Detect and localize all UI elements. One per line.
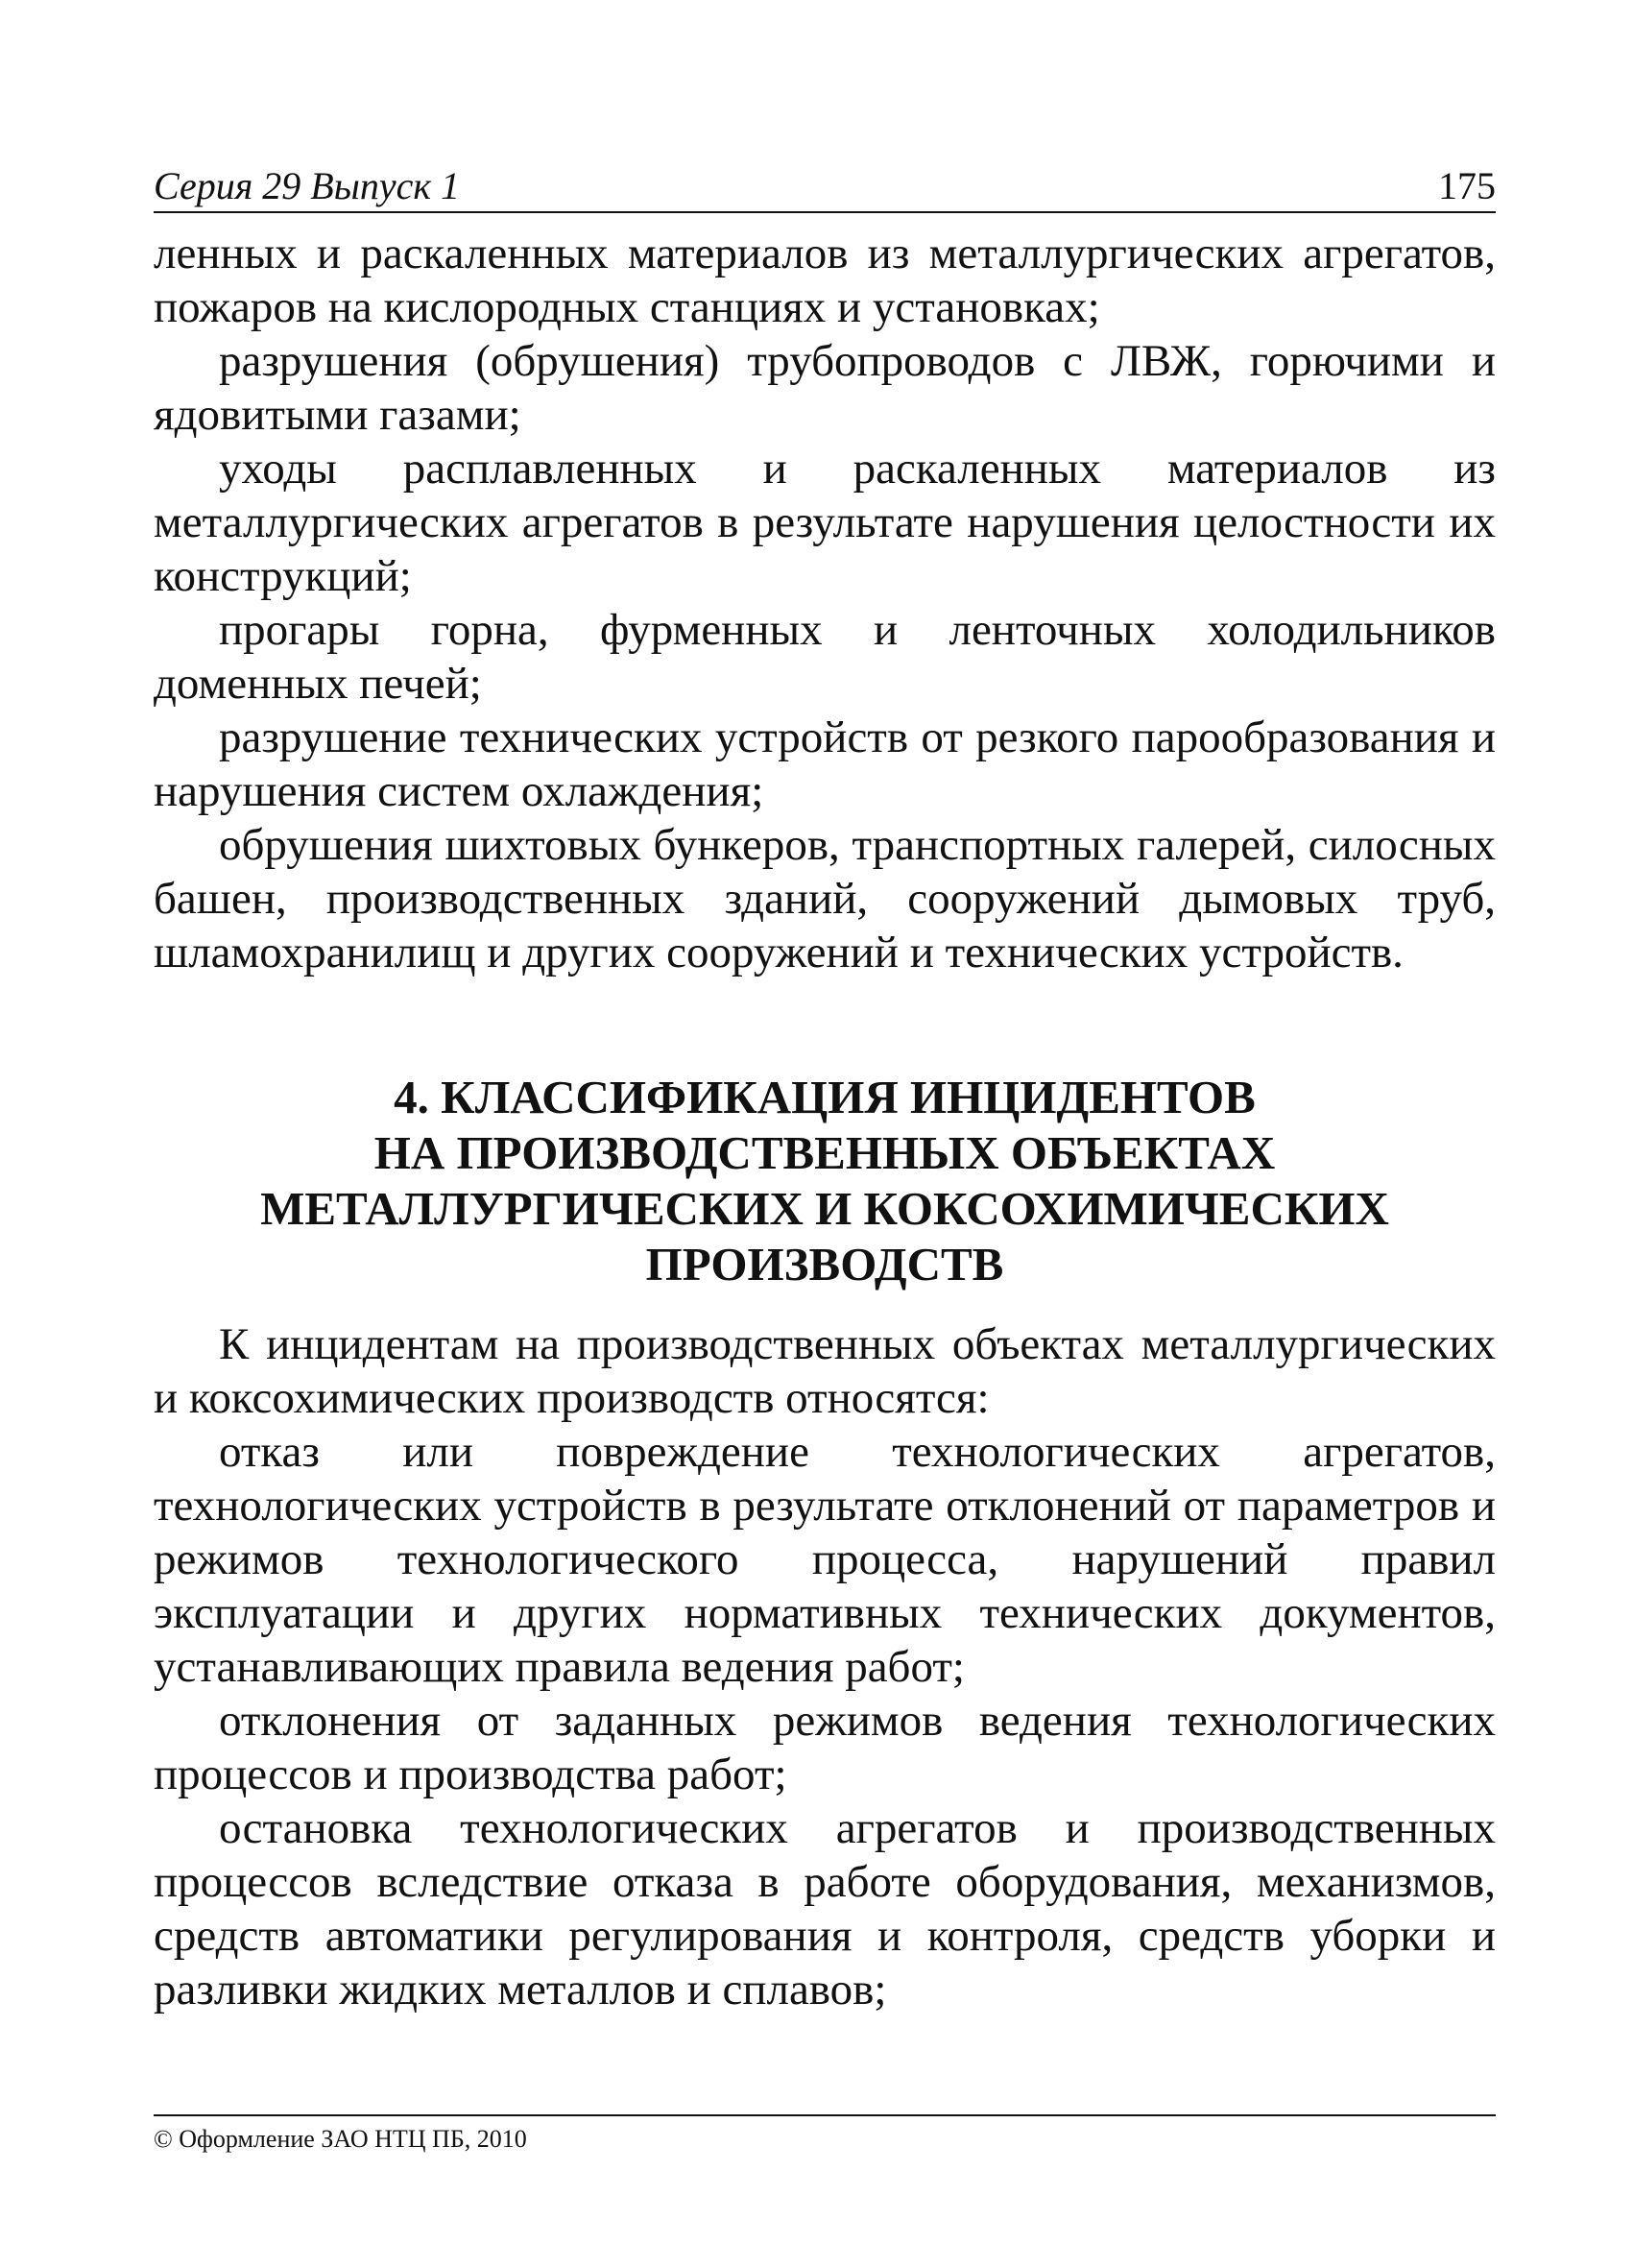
paragraph: отклонения от заданных режимов ведения технологических процессов и производства работ;: [154, 1696, 1496, 1799]
paragraph: уходы расплавленных и раскаленных материалов из металлургических агрегатов в результате нарушения целостности их конструкций;: [154, 444, 1496, 601]
page-header: [154, 157, 1496, 213]
paragraph: отказ или повреждение технологических агрегатов, технологических устройств в результате отклонений от параметров и режимов технологического процесса, нарушений правил эксплуатации и других нормативных технических документов, устанавливающих правила ведения работ;: [154, 1427, 1496, 1692]
heading-line: ПРОИЗВОДСТВ: [645, 1238, 1004, 1291]
footer-divider: [154, 2114, 1496, 2116]
paragraph: остановка технологических агрегатов и производственных процессов вследствие отказа в работе оборудования, механизмов, средств автоматики регулирования и контроля, средств уборки и разливки жидких металлов и сплавов;: [154, 1803, 1496, 2015]
paragraph: разрушения (обрушения) трубопроводов с ЛВЖ, горючими и ядовитыми газами;: [154, 336, 1496, 440]
text-block-top: [154, 227, 1496, 979]
section-heading: [154, 1070, 1496, 1292]
paragraph: разрушение технических устройств от резкого парообразования и нарушения систем охлаждения;: [154, 712, 1496, 816]
footer-copyright: © Оформление ЗАО НТЦ ПБ, 2010: [154, 2125, 527, 2153]
paragraph: обрушения шихтовых бункеров, транспортных галерей, силосных башен, производственных зданий, сооружений дымовых труб, шламохранилищ и других сооружений и технических устройств.: [154, 820, 1496, 977]
text-block-bottom: [154, 1317, 1496, 2016]
page-number: 175: [1438, 164, 1496, 207]
paragraph: прогары горна, фурменных и ленточных холодильников доменных печей;: [154, 605, 1496, 709]
heading-line: НА ПРОИЗВОДСТВЕННЫХ ОБЪЕКТАХ: [373, 1126, 1276, 1179]
heading-line: 4. КЛАССИФИКАЦИЯ ИНЦИДЕНТОВ: [394, 1071, 1256, 1123]
heading-line: МЕТАЛЛУРГИЧЕСКИХ И КОКСОХИМИЧЕСКИХ: [260, 1182, 1389, 1235]
paragraph: К инцидентам на производственных объектах металлургических и коксохимических производств относятся:: [154, 1319, 1496, 1423]
series-label: Серия 29 Выпуск 1: [154, 164, 461, 207]
paragraph: ленных и раскаленных материалов из металлургических агрегатов, пожаров на кислородных станциях и установках;: [154, 229, 1496, 332]
